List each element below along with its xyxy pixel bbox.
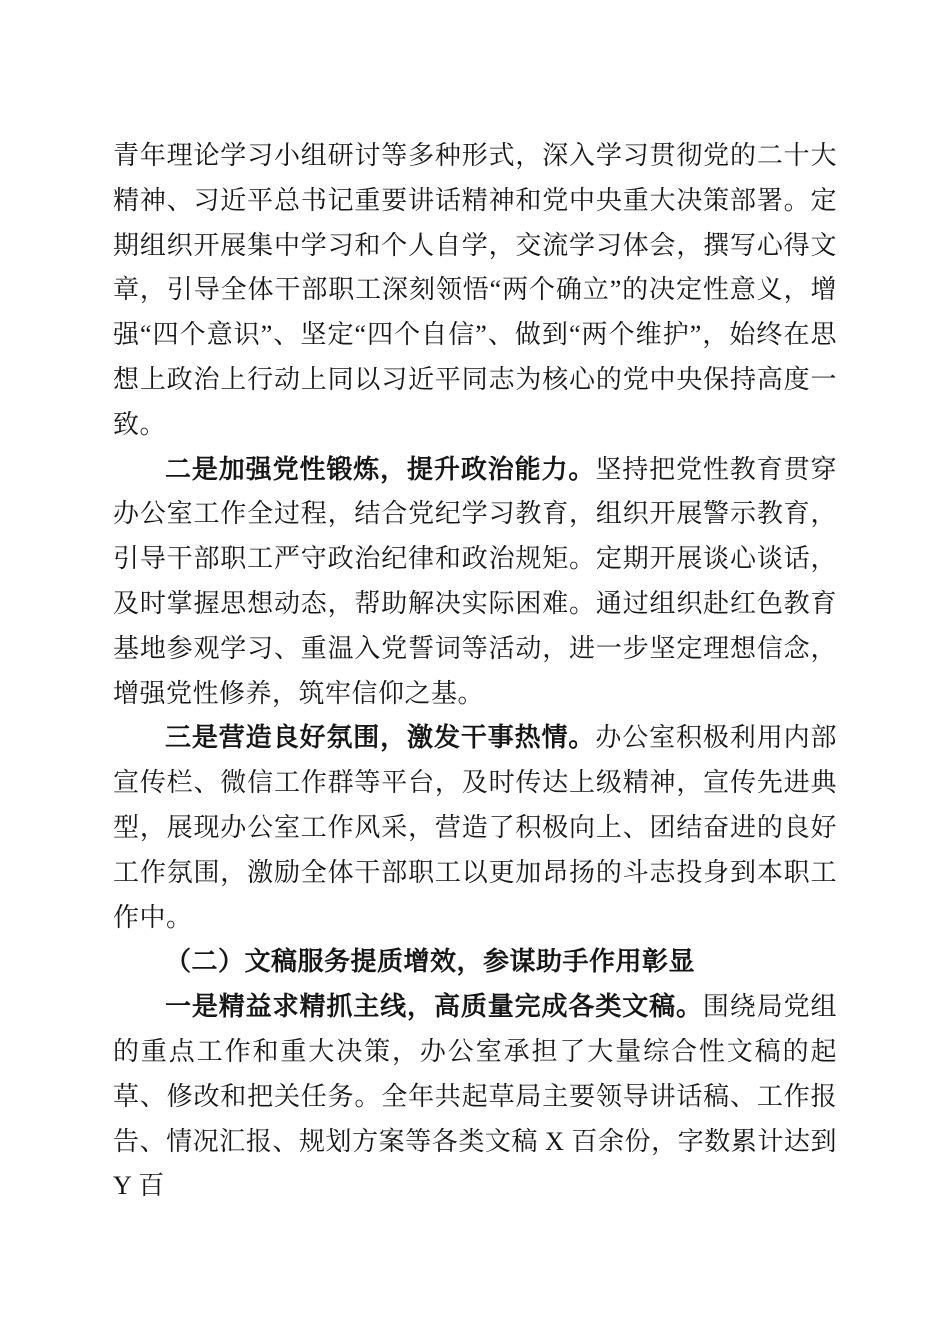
paragraph-lead: 二是加强党性锻炼，提升政治能力。: [165, 454, 596, 484]
document-text-block: [113, 134, 837, 1209]
paragraph-point-three: [113, 716, 837, 940]
paragraph-text: 坚持把党性教育贯穿办公室工作全过程，结合党纪学习教育，组织开展警示教育，引导干部职工严守政治纪律和政治规矩。定期开展谈心谈话，及时掌握思想动态，帮助解决实际困难。通过组织赴红色教育基地参观学习、重温入党誓词等活动，进一步坚定理想信念，增强党性修养，筑牢信仰之基。: [113, 454, 837, 708]
paragraph-lead: 三是营造良好氛围，激发干事热情。: [165, 723, 596, 753]
paragraph-text: 围绕局党组的重点工作和重大决策，办公室承担了大量综合性文稿的起草、修改和把关任务。全年共起草局主要领导讲话稿、工作报告、情况汇报、规划方案等各类文稿 X 百余份，字数累计达到 Y 百: [113, 992, 837, 1201]
section-heading-text: （二）文稿服务提质增效，参谋助手作用彰显: [165, 947, 696, 977]
paragraph-point-one: [113, 985, 837, 1209]
paragraph-lead: 一是精益求精抓主线，高质量完成各类文稿。: [165, 992, 703, 1022]
paragraph-point-two: [113, 448, 837, 717]
paragraph-continuation: [113, 134, 837, 448]
section-heading: [113, 940, 837, 985]
paragraph-text: 办公室积极利用内部宣传栏、微信工作群等平台，及时传达上级精神，宣传先进典型，展现办公室工作风采，营造了积极向上、团结奋进的良好工作氛围，激励全体干部职工以更加昂扬的斗志投身到本职工作中。: [113, 723, 837, 932]
paragraph-text: 青年理论学习小组研讨等多种形式，深入学习贯彻党的二十大精神、习近平总书记重要讲话精神和党中央重大决策部署。定期组织开展集中学习和个人自学，交流学习体会，撰写心得文章，引导全体干部职工深刻领悟“两个确立”的决定性意义，增强“四个意识”、坚定“四个自信”、做到“两个维护”，始终在思想上政治上行动上同以习近平同志为核心的党中央保持高度一致。: [113, 141, 837, 439]
